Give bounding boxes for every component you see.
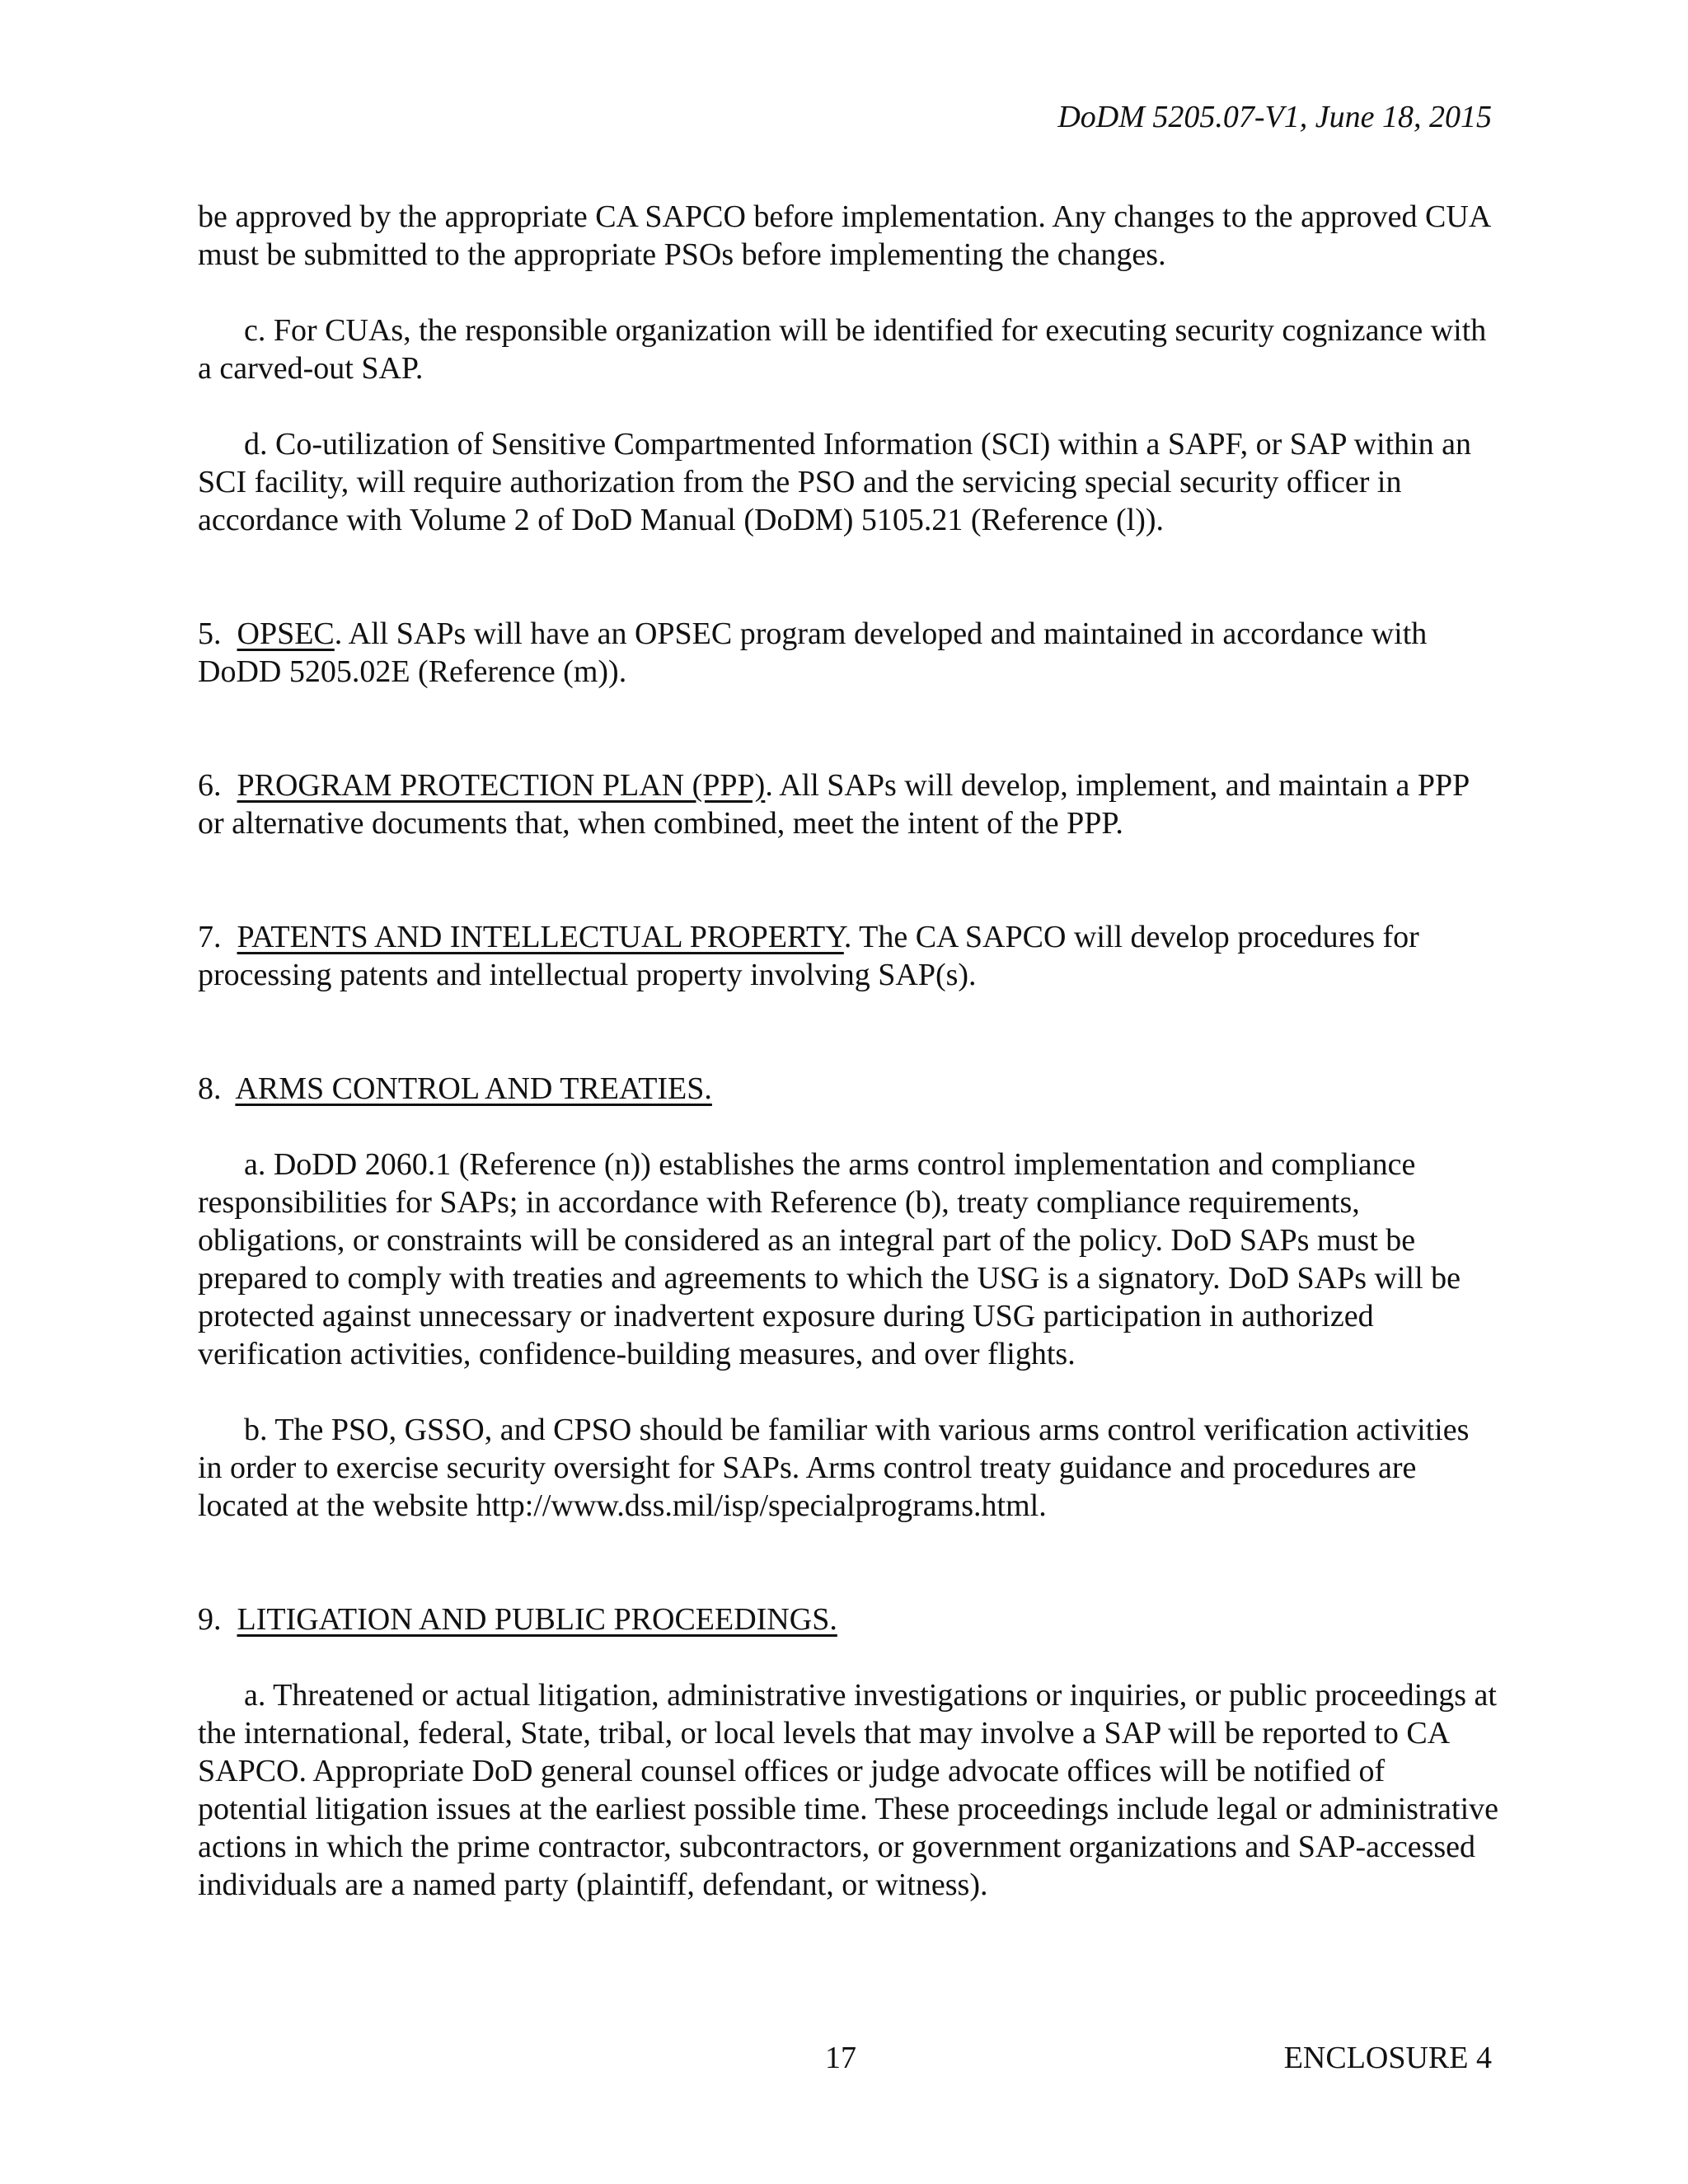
section-7	[198, 918, 1500, 994]
section-9-title: LITIGATION AND PUBLIC PROCEEDINGS.	[237, 1602, 837, 1637]
section-9-number: 9.	[198, 1602, 222, 1637]
document-header: DoDM 5205.07-V1, June 18, 2015	[1057, 100, 1492, 134]
section-7-number: 7.	[198, 920, 222, 954]
section-8-number: 8.	[198, 1071, 222, 1106]
continued-paragraph: be approved by the appropriate CA SAPCO before implementation. Any changes to the approved CUA must be submitted to the appropriate PSOs before implementing the changes.	[198, 199, 1490, 272]
section-7-title: PATENTS AND INTELLECTUAL PROPERTY	[237, 920, 844, 954]
enclosure-label: ENCLOSURE 4	[1283, 2041, 1492, 2075]
section-7-text: . The CA SAPCO will develop procedures for processing patents and intellectual property involving SAP(s).	[198, 920, 1419, 992]
section-5-number: 5.	[198, 616, 222, 651]
paragraph-8b: b. The PSO, GSSO, and CPSO should be familiar with various arms control verification activities in order to exercise security oversight for SAPs. Arms control treaty guidance and procedures are located at the website http://www.dss.mil/isp/specialprograms.html.	[198, 1413, 1470, 1523]
document-body	[198, 198, 1500, 1904]
section-9-heading	[198, 1601, 1500, 1638]
section-8-title: ARMS CONTROL AND TREATIES.	[235, 1071, 712, 1106]
paragraph-9a: a. Threatened or actual litigation, administrative investigations or inquiries, or public proceedings at the international, federal, State, tribal, or local levels that may involve a SAP will be reported to CA SAPCO. Appropriate DoD general counsel offices or judge advocate offices will be notified of potential litigation issues at the earliest possible time. These proceedings include legal or administrative actions in which the prime contractor, subcontractors, or government organizations and SAP-accessed individuals are a named party (plaintiff, defendant, or witness).	[198, 1678, 1499, 1902]
page-number: 17	[825, 2041, 856, 2075]
paragraph-8a: a. DoDD 2060.1 (Reference (n)) establishes the arms control implementation and compliance responsibilities for SAPs; in accordance with Reference (b), treaty compliance requirements, obligations, or constraints will be considered as an integral part of the policy. DoD SAPs must be prepared to comply with treaties and agreements to which the USG is a signatory. DoD SAPs will be protected against unnecessary or inadvertent exposure during USG participation in authorized verification activities, confidence-building measures, and over flights.	[198, 1147, 1461, 1371]
section-6-title: PROGRAM PROTECTION PLAN (PPP)	[237, 768, 766, 803]
paragraph-4c: c. For CUAs, the responsible organization will be identified for executing security cognizance with a carved-out SAP.	[198, 313, 1487, 386]
section-8-heading	[198, 1070, 1500, 1108]
section-5-text: . All SAPs will have an OPSEC program developed and maintained in accordance with DoDD 5205.02E (Reference (m)).	[198, 616, 1428, 689]
section-6-number: 6.	[198, 768, 222, 803]
section-6	[198, 766, 1500, 842]
section-5-title: OPSEC	[237, 616, 335, 651]
section-5	[198, 615, 1500, 691]
paragraph-4d: d. Co-utilization of Sensitive Compartmented Information (SCI) within a SAPF, or SAP within an SCI facility, will require authorization from the PSO and the servicing special security officer in accordance with Volume 2 of DoD Manual (DoDM) 5105.21 (Reference (l)).	[198, 427, 1472, 537]
section-6-text: . All SAPs will develop, implement, and maintain a PPP or alternative documents that, when combined, meet the intent of the PPP.	[198, 768, 1469, 841]
